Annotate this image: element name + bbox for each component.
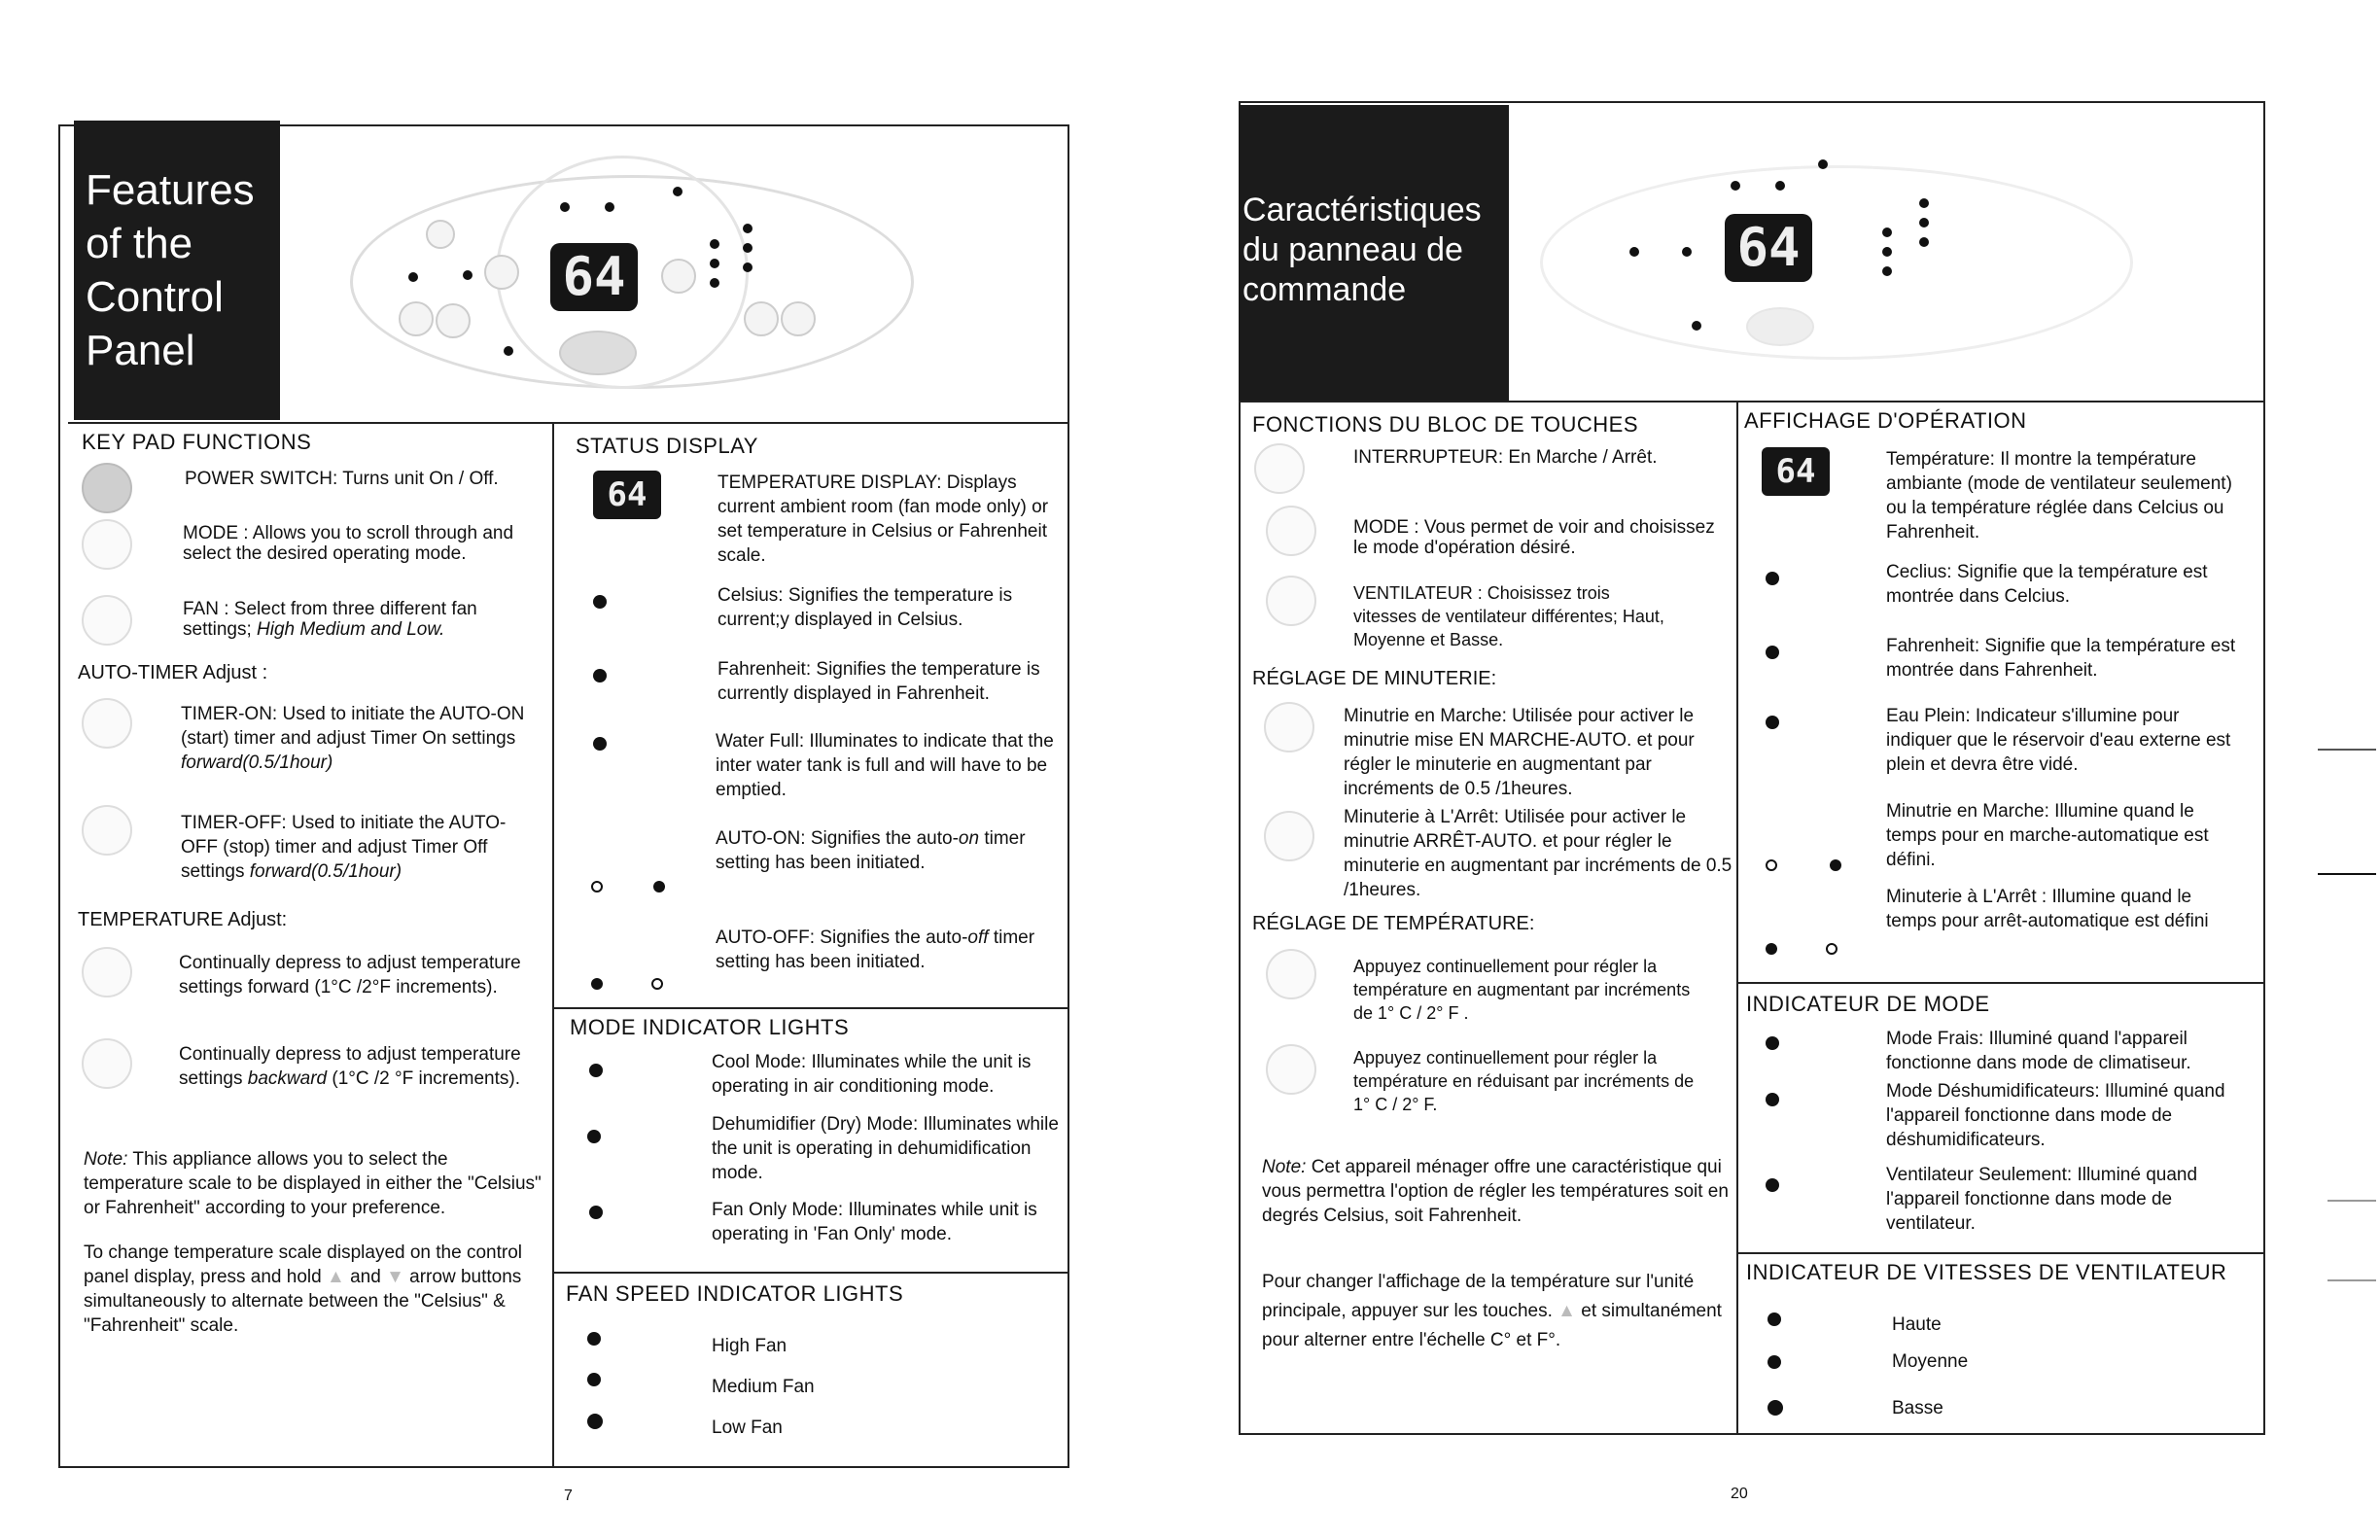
- status-temp-display-desc: TEMPERATURE DISPLAY: Displays current ambient room (fan mode only) or set temperature in Celsius or Fahrenheit scale.: [718, 472, 1049, 566]
- temp-up-icon: [1266, 949, 1316, 999]
- timer-on-desc-main: TIMER-ON: Used to initiate the AUTO-ON (start) timer and adjust Timer On settings: [181, 704, 525, 749]
- temp-down-desc-b: (1°C /2 °F increments).: [332, 1068, 521, 1089]
- up-arrow-icon: ▲: [326, 1267, 345, 1287]
- medium-fan-indicator-dot: [587, 1373, 601, 1386]
- cool-mode-indicator-dot: [589, 1064, 603, 1077]
- timer-off-button[interactable]: [781, 301, 816, 336]
- fr-change-text-b: et simultanément pour alterner entre l'échelle C° et F°.: [1262, 1301, 1722, 1350]
- high-fan-indicator-dot: [1768, 1312, 1781, 1326]
- title-line: commande: [1242, 271, 1407, 308]
- change-text-a: To change temperature scale displayed on the control panel display, press and hold: [84, 1242, 522, 1287]
- fr-dry-mode-desc: Mode Déshumidificateurs: Illuminé quand l'appareil fonctionne dans mode de déshumidificateurs.: [1886, 1081, 2225, 1150]
- panel-oval: [1540, 165, 2133, 360]
- indicator-dot: [1919, 198, 1929, 208]
- fan-icon: [1266, 576, 1316, 626]
- temp-scale-change-instructions: [84, 1241, 546, 1338]
- fr-medium-fan-label: Moyenne: [1892, 1351, 1969, 1372]
- left-divider-v: [552, 422, 554, 1468]
- panel-lcd-display: 64: [550, 243, 638, 311]
- fr-temp-up-desc: Appuyez continuellement pour régler la température en augmentant par incréments de 1° C / 2° F .: [1353, 957, 1691, 1023]
- temperature-heading: TEMPERATURE Adjust:: [78, 909, 288, 930]
- auto-on-desc-a: AUTO-ON: Signifies the auto-: [716, 828, 959, 849]
- autotimer-heading: AUTO-TIMER Adjust :: [78, 662, 268, 683]
- indicator-dot: [743, 224, 752, 233]
- mode-lights-heading: MODE INDICATOR LIGHTS: [570, 1015, 850, 1039]
- fan-desc-main: FAN : Select from three different fan settings;: [183, 599, 477, 640]
- fan-desc-speeds: High Medium and Low.: [257, 619, 445, 640]
- water-full-indicator-dot: [1766, 716, 1779, 729]
- fr-change-text-a: Pour changer l'affichage de la température sur l'unité principale, appuyer sur les touches.: [1262, 1272, 1695, 1321]
- fr-timer-on-status-desc: Minutrie en Marche: Illumine quand le temps pour en marche-automatique est défini.: [1886, 801, 2209, 870]
- auto-on-indicator-dot: [653, 881, 665, 892]
- fr-temperature-desc: Température: Il montre la température ambiante (mode de ventilateur seulement) ou la température réglée dans Celcius ou Fahrenheit.: [1886, 449, 2232, 542]
- indicator-dot: [463, 270, 472, 280]
- temp-up-button[interactable]: [484, 255, 519, 290]
- title-line: Panel: [86, 327, 195, 374]
- medium-fan-indicator-dot: [1768, 1355, 1781, 1369]
- fan-mode-desc: Fan Only Mode: Illuminates while unit is operating in 'Fan Only' mode.: [712, 1200, 1037, 1244]
- indicator-dot: [743, 243, 752, 253]
- left-title-box: [74, 121, 280, 420]
- fan-desc: [183, 599, 542, 640]
- indicator-dot: [710, 259, 719, 268]
- auto-on-desc-word: on: [958, 828, 980, 849]
- temp-down-icon: [1266, 1044, 1316, 1095]
- note-text: This appliance allows you to select the temperature scale to be displayed in either the "Celsius" or Fahrenheit" according to your preference.: [84, 1149, 542, 1218]
- margin-mark: [2318, 873, 2376, 875]
- temp-scale-button[interactable]: [426, 220, 455, 249]
- timer-off-open-dot: [1826, 943, 1838, 955]
- dry-mode-desc: Dehumidifier (Dry) Mode: Illuminates while the unit is operating in dehumidification mode.: [712, 1114, 1059, 1183]
- fr-mode-desc: MODE : Vous permet de voir and choisissez le mode d'opération désiré.: [1353, 517, 1715, 558]
- indicator-dot: [1682, 247, 1692, 257]
- water-full-desc: Water Full: Illuminates to indicate that the inter water tank is full and will have to be emptied.: [716, 731, 1054, 800]
- power-icon: [1254, 443, 1305, 494]
- indicator-dot: [710, 278, 719, 288]
- status-heading: STATUS DISPLAY: [576, 434, 758, 458]
- fr-temp-heading: RÉGLAGE DE TEMPÉRATURE:: [1252, 913, 1535, 934]
- timer-off-desc-main: TIMER-OFF: Used to initiate the AUTO-OFF (stop) timer and adjust Timer Off settings: [181, 813, 507, 882]
- fr-temp-scale-change-instructions: [1262, 1268, 1729, 1355]
- fr-temp-down-desc: Appuyez continuellement pour régler la température en réduisant par incréments de 1° C / 2° F.: [1353, 1048, 1695, 1114]
- temp-up-desc: Continually depress to adjust temperature settings forward (1°C /2°F increments).: [179, 953, 521, 998]
- left-control-panel-illustration: [321, 146, 982, 399]
- fr-timer-on-desc: Minutrie en Marche: Utilisée pour activer le minutrie mise EN MARCHE-AUTO. et pour régler le minuterie en augmentant par incréments de 0.5 /1heures.: [1344, 706, 1695, 799]
- indicator-dot: [504, 346, 513, 356]
- dry-mode-indicator-dot: [1766, 1093, 1779, 1106]
- timer-on-icon: [1264, 702, 1314, 752]
- fr-timer-off-desc: Minuterie à L'Arrêt: Utilisée pour activer le minutrie ARRÊT-AUTO. et pour régler le minuterie en augmentant par incréments de 0.5 /1heures.: [1344, 807, 1732, 900]
- right-page: [1190, 0, 2380, 1540]
- left-divider-h: [68, 422, 1069, 424]
- title-line: of the: [86, 220, 193, 267]
- title-line: du panneau de: [1242, 231, 1463, 268]
- medium-fan-label: Medium Fan: [712, 1377, 815, 1397]
- mode-button[interactable]: [399, 301, 434, 336]
- temp-scale-note: [84, 1147, 546, 1220]
- indicator-dot: [1882, 266, 1892, 276]
- high-fan-indicator-dot: [587, 1332, 601, 1346]
- indicator-dot: [605, 202, 614, 212]
- fr-status-lcd-icon: 64: [1762, 447, 1830, 496]
- fan-icon: [82, 595, 132, 646]
- auto-off-desc: [716, 926, 1056, 974]
- fr-timer-heading: RÉGLAGE DE MINUTERIE:: [1252, 668, 1497, 689]
- power-icon: [82, 463, 132, 513]
- power-button[interactable]: [1746, 307, 1814, 346]
- temp-down-icon: [82, 1038, 132, 1089]
- mode-icon: [82, 519, 132, 570]
- change-text-b: arrow buttons simultaneously to alternate between the "Celsius" & "Fahrenheit" scale.: [84, 1267, 522, 1336]
- temp-down-desc: [179, 1042, 529, 1091]
- indicator-dot: [1731, 181, 1740, 191]
- note-label: Note:: [84, 1149, 128, 1170]
- right-title-box: [1239, 105, 1509, 401]
- auto-on-desc-b: timer setting has been initiated.: [716, 828, 1026, 873]
- temp-up-icon: [82, 947, 132, 998]
- auto-off-desc-word: off: [967, 928, 989, 948]
- fr-high-fan-label: Haute: [1892, 1314, 1942, 1335]
- fr-fan-section-divider: [1736, 1252, 2265, 1254]
- fahrenheit-indicator-dot: [593, 669, 607, 682]
- title-line: Caractéristiques: [1242, 192, 1482, 228]
- timer-on-button[interactable]: [744, 301, 779, 336]
- indicator-dot: [673, 187, 682, 196]
- celsius-indicator-dot: [1766, 572, 1779, 585]
- timer-off-icon: [82, 805, 132, 856]
- fr-celsius-desc: Ceclius: Signifie que la température est montrée dans Celcius.: [1886, 562, 2208, 607]
- up-arrow-icon: ▲: [1558, 1301, 1576, 1321]
- temp-down-desc-direction: backward: [247, 1068, 328, 1089]
- mode-desc: MODE : Allows you to scroll through and select the desired operating mode.: [183, 523, 514, 564]
- power-button[interactable]: [559, 331, 637, 375]
- indicator-dot: [560, 202, 570, 212]
- fan-section-divider: [554, 1272, 1069, 1274]
- indicator-dot: [710, 239, 719, 249]
- indicator-dot: [1775, 181, 1785, 191]
- water-full-indicator-dot: [593, 737, 607, 751]
- right-divider-h: [1239, 401, 2265, 402]
- cool-mode-desc: Cool Mode: Illuminates while the unit is operating in air conditioning mode.: [712, 1052, 1032, 1097]
- indicator-dot: [1919, 237, 1929, 247]
- timer-off-desc: [181, 811, 531, 884]
- fr-water-full-desc: Eau Plein: Indicateur s'illumine pour indiquer que le réservoir d'eau externe est plein et devra être vidé.: [1886, 706, 2231, 775]
- fr-low-fan-label: Basse: [1892, 1398, 1943, 1418]
- down-arrow-icon: ▼: [386, 1267, 404, 1287]
- low-fan-indicator-dot: [587, 1414, 603, 1429]
- fan-button[interactable]: [436, 303, 471, 338]
- indicator-dot: [1692, 321, 1701, 331]
- fr-mode-section-divider: [1736, 982, 2265, 984]
- title-line: Features: [86, 166, 255, 214]
- status-lcd-icon: 64: [593, 471, 661, 519]
- keypad-heading: KEY PAD FUNCTIONS: [82, 430, 312, 454]
- auto-on-open-dot: [591, 881, 603, 892]
- right-divider-v: [1736, 401, 1738, 1433]
- fr-power-desc: INTERRUPTEUR: En Marche / Arrêt.: [1353, 447, 1658, 468]
- temp-down-desc-a: Continually depress to adjust temperature settings: [179, 1044, 521, 1089]
- indicator-dot: [1919, 218, 1929, 228]
- fan-mode-indicator-dot: [1766, 1178, 1779, 1192]
- high-fan-label: High Fan: [712, 1336, 788, 1356]
- timer-on-desc: [181, 702, 531, 775]
- timer-off-icon: [1264, 811, 1314, 861]
- timer-off-indicator-dot: [1766, 943, 1777, 955]
- indicator-dot: [1818, 159, 1828, 169]
- fr-temp-scale-note: [1262, 1155, 1729, 1228]
- low-fan-label: Low Fan: [712, 1418, 783, 1438]
- right-control-panel-illustration: [1521, 117, 2201, 369]
- indicator-dot: [743, 262, 752, 272]
- fahrenheit-indicator-dot: [1766, 646, 1779, 659]
- fr-fahrenheit-desc: Fahrenheit: Signifie que la température est montrée dans Fahrenheit.: [1886, 636, 2236, 681]
- margin-mark: [2328, 1279, 2376, 1281]
- mode-section-divider: [554, 1007, 1069, 1009]
- left-page-number: 7: [564, 1488, 573, 1504]
- indicator-dot: [1882, 247, 1892, 257]
- indicator-dot: [1629, 247, 1639, 257]
- power-desc: POWER SWITCH: Turns unit On / Off.: [185, 469, 499, 489]
- note-label: Note:: [1262, 1157, 1307, 1177]
- fr-fan-mode-desc: Ventilateur Seulement: Illuminé quand l'appareil fonctionne dans mode de ventilateur.: [1886, 1165, 2198, 1234]
- auto-off-open-dot: [651, 978, 663, 990]
- fr-cool-mode-desc: Mode Frais: Illuminé quand l'appareil fonctionne dans mode de climatiseur.: [1886, 1029, 2191, 1073]
- fr-mode-lights-heading: INDICATEUR DE MODE: [1746, 992, 1990, 1016]
- fr-timer-off-status-desc: Minuterie à L'Arrêt : Illumine quand le temps pour arrêt-automatique est défini: [1886, 887, 2209, 931]
- celsius-desc: Celsius: Signifies the temperature is current;y displayed in Celsius.: [718, 585, 1013, 630]
- fr-status-heading: AFFICHAGE D'OPÉRATION: [1744, 408, 2027, 433]
- dry-mode-indicator-dot: [587, 1130, 601, 1143]
- fr-fan-lights-heading: INDICATEUR DE VITESSES DE VENTILATEUR: [1746, 1260, 2227, 1284]
- margin-mark: [2328, 1200, 2376, 1202]
- note-text: Cet appareil ménager offre une caractéristique qui vous permettra l'option de régler les températures soit en degrés Celsius, soit Fahrenheit.: [1262, 1157, 1729, 1226]
- cool-mode-indicator-dot: [1766, 1036, 1779, 1050]
- timer-on-open-dot: [1766, 859, 1777, 871]
- fr-keypad-heading: FONCTIONS DU BLOC DE TOUCHES: [1252, 412, 1639, 437]
- right-page-number: 20: [1731, 1486, 1748, 1502]
- fahrenheit-desc: Fahrenheit: Signifies the temperature is currently displayed in Fahrenheit.: [718, 659, 1040, 704]
- auto-on-desc: [716, 826, 1056, 875]
- fan-lights-heading: FAN SPEED INDICATOR LIGHTS: [566, 1281, 904, 1306]
- timer-on-icon: [82, 698, 132, 749]
- margin-mark: [2318, 749, 2376, 751]
- change-text-and: and: [350, 1267, 381, 1287]
- auto-off-desc-a: AUTO-OFF: Signifies the auto-: [716, 928, 968, 948]
- temp-down-button[interactable]: [661, 259, 696, 294]
- auto-off-indicator-dot: [591, 978, 603, 990]
- mode-icon: [1266, 506, 1316, 556]
- timer-off-desc-increment: forward(0.5/1hour): [249, 861, 402, 882]
- panel-lcd-display: 64: [1725, 214, 1812, 282]
- timer-on-indicator-dot: [1830, 859, 1841, 871]
- indicator-dot: [1882, 228, 1892, 237]
- timer-on-desc-increment: forward(0.5/1hour): [181, 752, 333, 773]
- fan-mode-indicator-dot: [589, 1206, 603, 1219]
- celsius-indicator-dot: [593, 595, 607, 609]
- fr-fan-desc: VENTILATEUR : Choisissez trois vitesses de ventilateur différentes; Haut, Moyenne et Basse.: [1353, 583, 1664, 649]
- auto-off-desc-b: timer setting has been initiated.: [716, 928, 1035, 972]
- indicator-dot: [408, 272, 418, 282]
- low-fan-indicator-dot: [1768, 1400, 1783, 1416]
- title-line: Control: [86, 273, 224, 321]
